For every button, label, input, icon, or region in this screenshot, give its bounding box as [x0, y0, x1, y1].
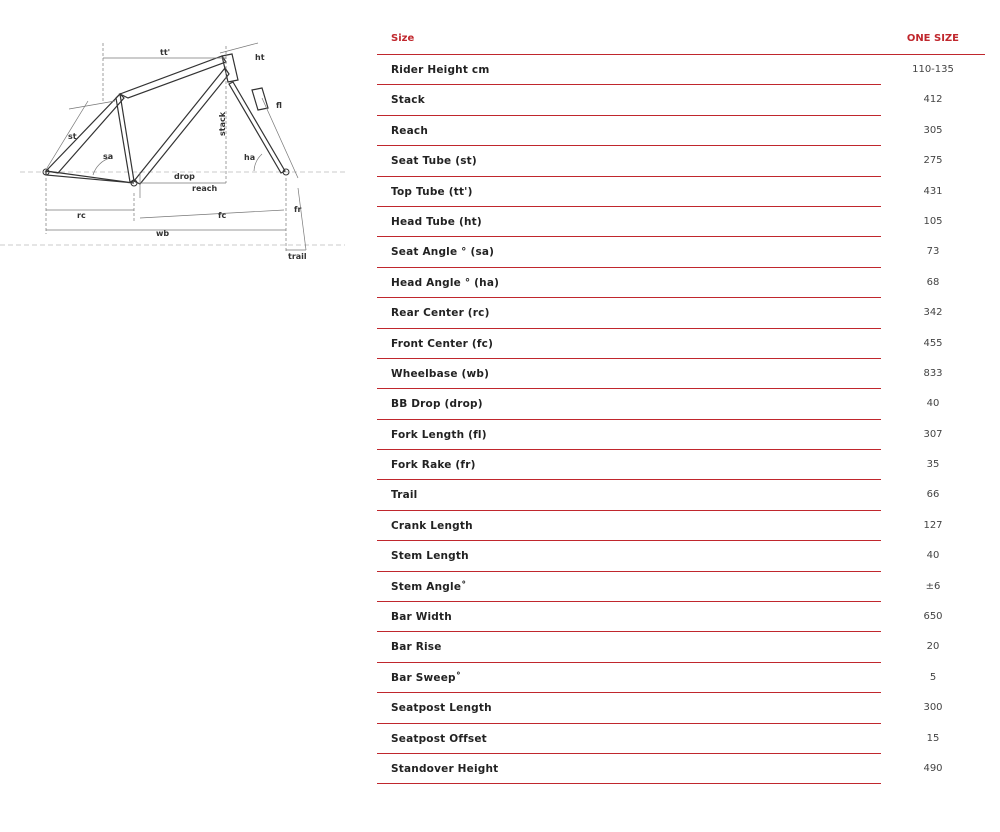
- header-one-size: ONE SIZE: [906, 33, 959, 44]
- table-row: [377, 663, 937, 693]
- row-value: 490: [923, 762, 943, 774]
- row-value: 307: [923, 428, 943, 440]
- label-wb: wb: [156, 229, 170, 238]
- table-row: [377, 511, 943, 541]
- chain-stay: [46, 171, 134, 183]
- table-row: [377, 85, 943, 115]
- row-value: 127: [923, 519, 943, 531]
- row-value: 342: [923, 307, 943, 319]
- row-value: 275: [923, 155, 943, 167]
- top-tube: [120, 56, 226, 98]
- row-value: 650: [923, 611, 943, 623]
- geometry-diagram: [0, 38, 350, 268]
- row-value: 105: [923, 215, 943, 227]
- label-fr: fr: [294, 205, 302, 214]
- table-row: [377, 389, 940, 419]
- row-label: Fork Rake (fr): [391, 459, 476, 472]
- label-tt: tt': [160, 48, 171, 57]
- row-label: Stem Length: [391, 550, 469, 563]
- table-row: [377, 450, 940, 480]
- geometry-table: [377, 24, 985, 784]
- row-label: Bar Width: [391, 611, 452, 624]
- frame-outline: [46, 54, 285, 184]
- row-label: Seatpost Length: [391, 702, 492, 715]
- row-value: 66: [926, 489, 940, 501]
- table-row: [377, 480, 940, 510]
- table-row: [377, 55, 954, 85]
- table-body: [377, 55, 985, 784]
- row-label: Stem Angle˚: [391, 580, 467, 593]
- table-row: [377, 237, 940, 267]
- label-stack: stack: [218, 111, 227, 136]
- table-row: [377, 632, 940, 662]
- label-rc: rc: [77, 211, 86, 220]
- row-label: Standover Height: [391, 762, 499, 775]
- row-value: 833: [923, 367, 943, 379]
- label-trail: trail: [288, 252, 307, 261]
- row-label: Stack: [391, 94, 425, 107]
- table-row: [377, 754, 943, 784]
- row-value: ±6: [925, 580, 941, 592]
- row-value: 15: [926, 732, 940, 744]
- table-row: [377, 359, 943, 389]
- row-label: Rear Center (rc): [391, 307, 490, 320]
- label-reach: reach: [192, 184, 218, 193]
- label-st: st: [68, 132, 77, 141]
- table-row: [377, 116, 943, 146]
- bike-frame-diagram: [0, 38, 350, 268]
- down-tube: [134, 68, 229, 184]
- row-value: 412: [923, 94, 943, 106]
- row-value: 455: [923, 337, 943, 349]
- row-label: Seat Angle ° (sa): [391, 246, 495, 259]
- row-label: Fork Length (fl): [391, 428, 487, 441]
- row-label: Wheelbase (wb): [391, 367, 490, 380]
- label-drop: drop: [174, 172, 195, 181]
- label-fc: fc: [218, 211, 227, 220]
- row-value: 40: [926, 550, 940, 562]
- label-fl: fl: [276, 101, 282, 110]
- row-value: 431: [923, 185, 943, 197]
- row-label: BB Drop (drop): [391, 398, 483, 411]
- row-label: Seat Tube (st): [391, 155, 477, 168]
- table-row: [377, 268, 940, 298]
- table-row: [377, 541, 940, 571]
- table-row: [377, 693, 943, 723]
- row-label: Head Angle ° (ha): [391, 276, 500, 289]
- label-sa: sa: [103, 152, 114, 161]
- table-header: [377, 24, 985, 55]
- header-size-label: Size: [391, 33, 415, 44]
- table-row: [377, 329, 943, 359]
- seat-tube: [116, 94, 134, 182]
- row-label: Reach: [391, 124, 428, 137]
- table-row: [377, 724, 940, 754]
- row-value: 110-135: [912, 64, 954, 75]
- label-ht: ht: [255, 53, 265, 62]
- row-label: Seatpost Offset: [391, 732, 487, 745]
- table-row: [377, 298, 943, 328]
- row-value: 305: [923, 124, 943, 136]
- row-value: 300: [923, 702, 943, 714]
- row-label: Bar Sweep˚: [391, 671, 462, 684]
- table-row: [377, 207, 943, 237]
- row-value: 68: [926, 276, 940, 288]
- label-ha: ha: [244, 153, 256, 162]
- row-label: Head Tube (ht): [391, 215, 482, 228]
- fork: [229, 82, 285, 173]
- row-label: Rider Height cm: [391, 64, 490, 76]
- row-value: 35: [926, 459, 940, 471]
- table-row: [377, 177, 943, 207]
- row-label: Crank Length: [391, 519, 473, 532]
- table-row: [377, 146, 943, 176]
- row-value: 40: [926, 398, 940, 410]
- row-label: Trail: [391, 489, 418, 502]
- row-label: Front Center (fc): [391, 337, 494, 350]
- table-row: [377, 572, 941, 602]
- row-value: 5: [929, 671, 937, 683]
- table-row: [377, 602, 943, 632]
- row-label: Bar Rise: [391, 641, 442, 654]
- row-value: 20: [926, 641, 940, 653]
- row-label: Top Tube (tt'): [391, 185, 473, 198]
- row-value: 73: [926, 246, 940, 258]
- table-row: [377, 420, 943, 450]
